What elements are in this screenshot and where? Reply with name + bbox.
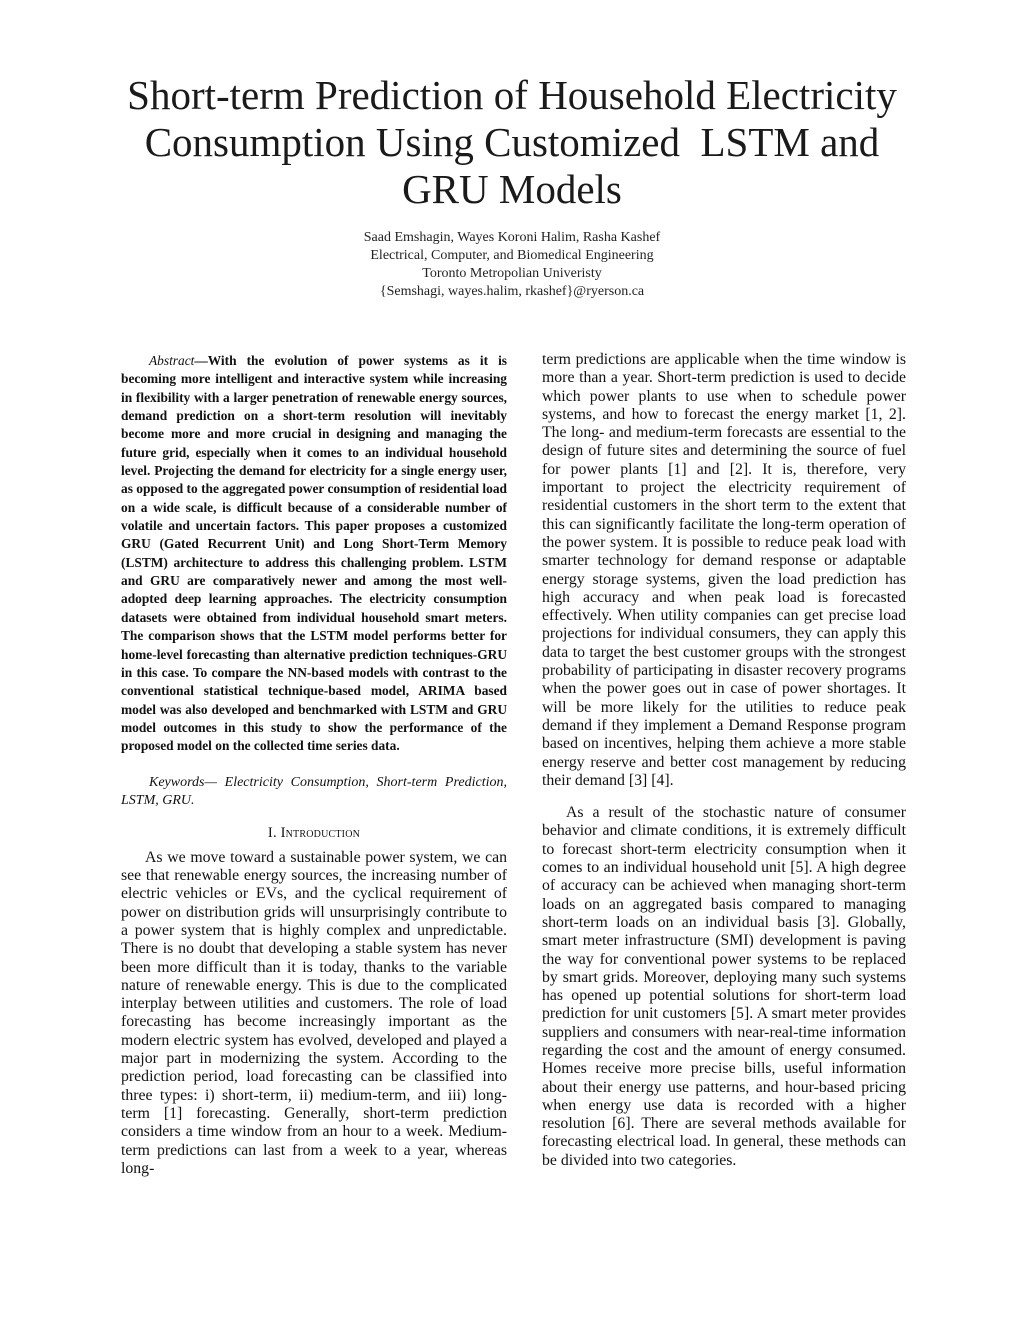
- abstract-dash: —: [194, 353, 208, 368]
- keywords-text: Electricity Consumption, Short-term Prediction, LSTM, GRU.: [121, 774, 507, 808]
- author-department: Electrical, Computer, and Biomedical Engineering: [370, 248, 654, 263]
- keywords: [121, 774, 507, 811]
- title-line-3: GRU Models: [402, 166, 622, 212]
- abstract-label: Abstract: [149, 353, 195, 368]
- author-names: Saad Emshagin, Wayes Koroni Halim, Rasha Kashef: [363, 230, 661, 245]
- abstract-text: With the evolution of power systems as it is becoming more intelligent and interactive system while increasing in flexibility with a larger penetration of renewable energy sources, demand prediction on a short-term resolution will inevitably become more and more crucial in designing and managing the future grid, especially when it comes to an individual household level. Projecting the demand for electricity for a single energy user, as opposed to the aggregated power consumption of residential load on a wide scale, is difficult because of a considerable number of volatile and uncertain factors. This paper proposes a customized GRU (Gated Recurrent Unit) and Long Short-Term Memory (LSTM) architecture to address this challenging problem. LSTM and GRU are comparatively newer and among the most well-adopted deep learning approaches. The electricity consumption datasets were obtained from individual household smart meters. The comparison shows that the LSTM model performs better for home-level forecasting than alternative prediction techniques-GRU in this case. To compare the NN-based models with contrast to the conventional statistical technique-based model, ARIMA based model was also developed and benchmarked with LSTM and GRU model outcomes in this study to show the performance of the proposed model on the collected time series data.: [121, 353, 507, 754]
- left-column: [121, 352, 507, 1178]
- author-institution: Toronto Metropolian Univeristy: [422, 266, 602, 281]
- section-title: Introduction: [280, 825, 361, 842]
- paper-title: [100, 72, 924, 213]
- title-line-1: Short-term Prediction of Household Electricity: [127, 72, 897, 118]
- author-block: [200, 229, 824, 301]
- author-emails: {Semshagi, wayes.halim, rkashef}@ryerson.ca: [379, 284, 645, 299]
- right-paragraph-1: term predictions are applicable when the time window is more than a year. Short-term prediction is used to decide which power plants to use when to schedule power systems, and how to forecast the energy market [1, 2]. The long- and medium-term forecasts are essential to the design of future sites and determining the source of fuel for power plants [1] and [2]. It is, therefore, very important to project the electricity requirement of residential customers in the short term to the extent that this can significantly facilitate the long-term operation of the power system. It is possible to reduce peak load with smarter technology for demand response or adaptable energy storage systems, given the load prediction has high accuracy and when peak load is forecasted effectively. When utility companies can get precise load projections for individual consumers, they can apply this data to target the best customer groups with the strongest probability of participating in disaster recovery programs when the power goes out in case of power shortages. It will be more likely for the utilities to reduce peak demand if they implement a Demand Response program based on incentives, helping them achieve a more stable energy reserve and better cost management by reducing their demand [3] [4].: [542, 351, 906, 789]
- right-column: [542, 351, 906, 1170]
- keywords-label: Keywords—: [149, 774, 217, 790]
- section-number: I.: [267, 825, 277, 842]
- abstract: [121, 352, 507, 756]
- intro-paragraph: As we move toward a sustainable power system, we can see that renewable energy sources, the increasing number of electric vehicles or EVs, and the cyclical requirement of power on distribution grids will unsurprisingly contribute to a power system that is highly complex and unpredictable. There is no doubt that developing a stable system has never been more difficult than it is today, thanks to the variable nature of renewable energy. This is due to the complicated interplay between utilities and customers. The role of load forecasting has become increasingly important as the modern electric system has evolved, developed and played a major part in modernizing the system. According to the prediction period, load forecasting can be classified into three types: i) short-term, ii) medium-term, and iii) long-term [1] forecasting. Generally, short-term prediction considers a time window from an hour to a week. Medium-term predictions can last from a week to a year, whereas long-: [121, 848, 507, 1177]
- section-heading-introduction: [121, 824, 507, 842]
- right-paragraph-2: As a result of the stochastic nature of consumer behavior and climate conditions, it is extremely difficult to forecast short-term electricity consumption when it comes to an individual household unit [5]. A high degree of accuracy can be achieved when managing short-term loads on an aggregated basis compared to managing short-term loads on an individual basis [3]. Globally, smart meter infrastructure (SMI) development is paving the way for conventional power systems to be replaced by smart grids. Moreover, deploying many such systems has opened up potential solutions for short-term load prediction for unit customers [5]. A smart meter provides suppliers and consumers with near-real-time information regarding the cost and the amount of energy consumed. Homes receive more precise bills, useful information about their energy use patterns, and hour-based pricing when energy use data is recorded with a higher resolution [6]. There are several methods available for forecasting electrical load. In general, these methods can be divided into two categories.: [542, 804, 906, 1169]
- title-line-2: Consumption Using Customized LSTM and: [144, 119, 880, 165]
